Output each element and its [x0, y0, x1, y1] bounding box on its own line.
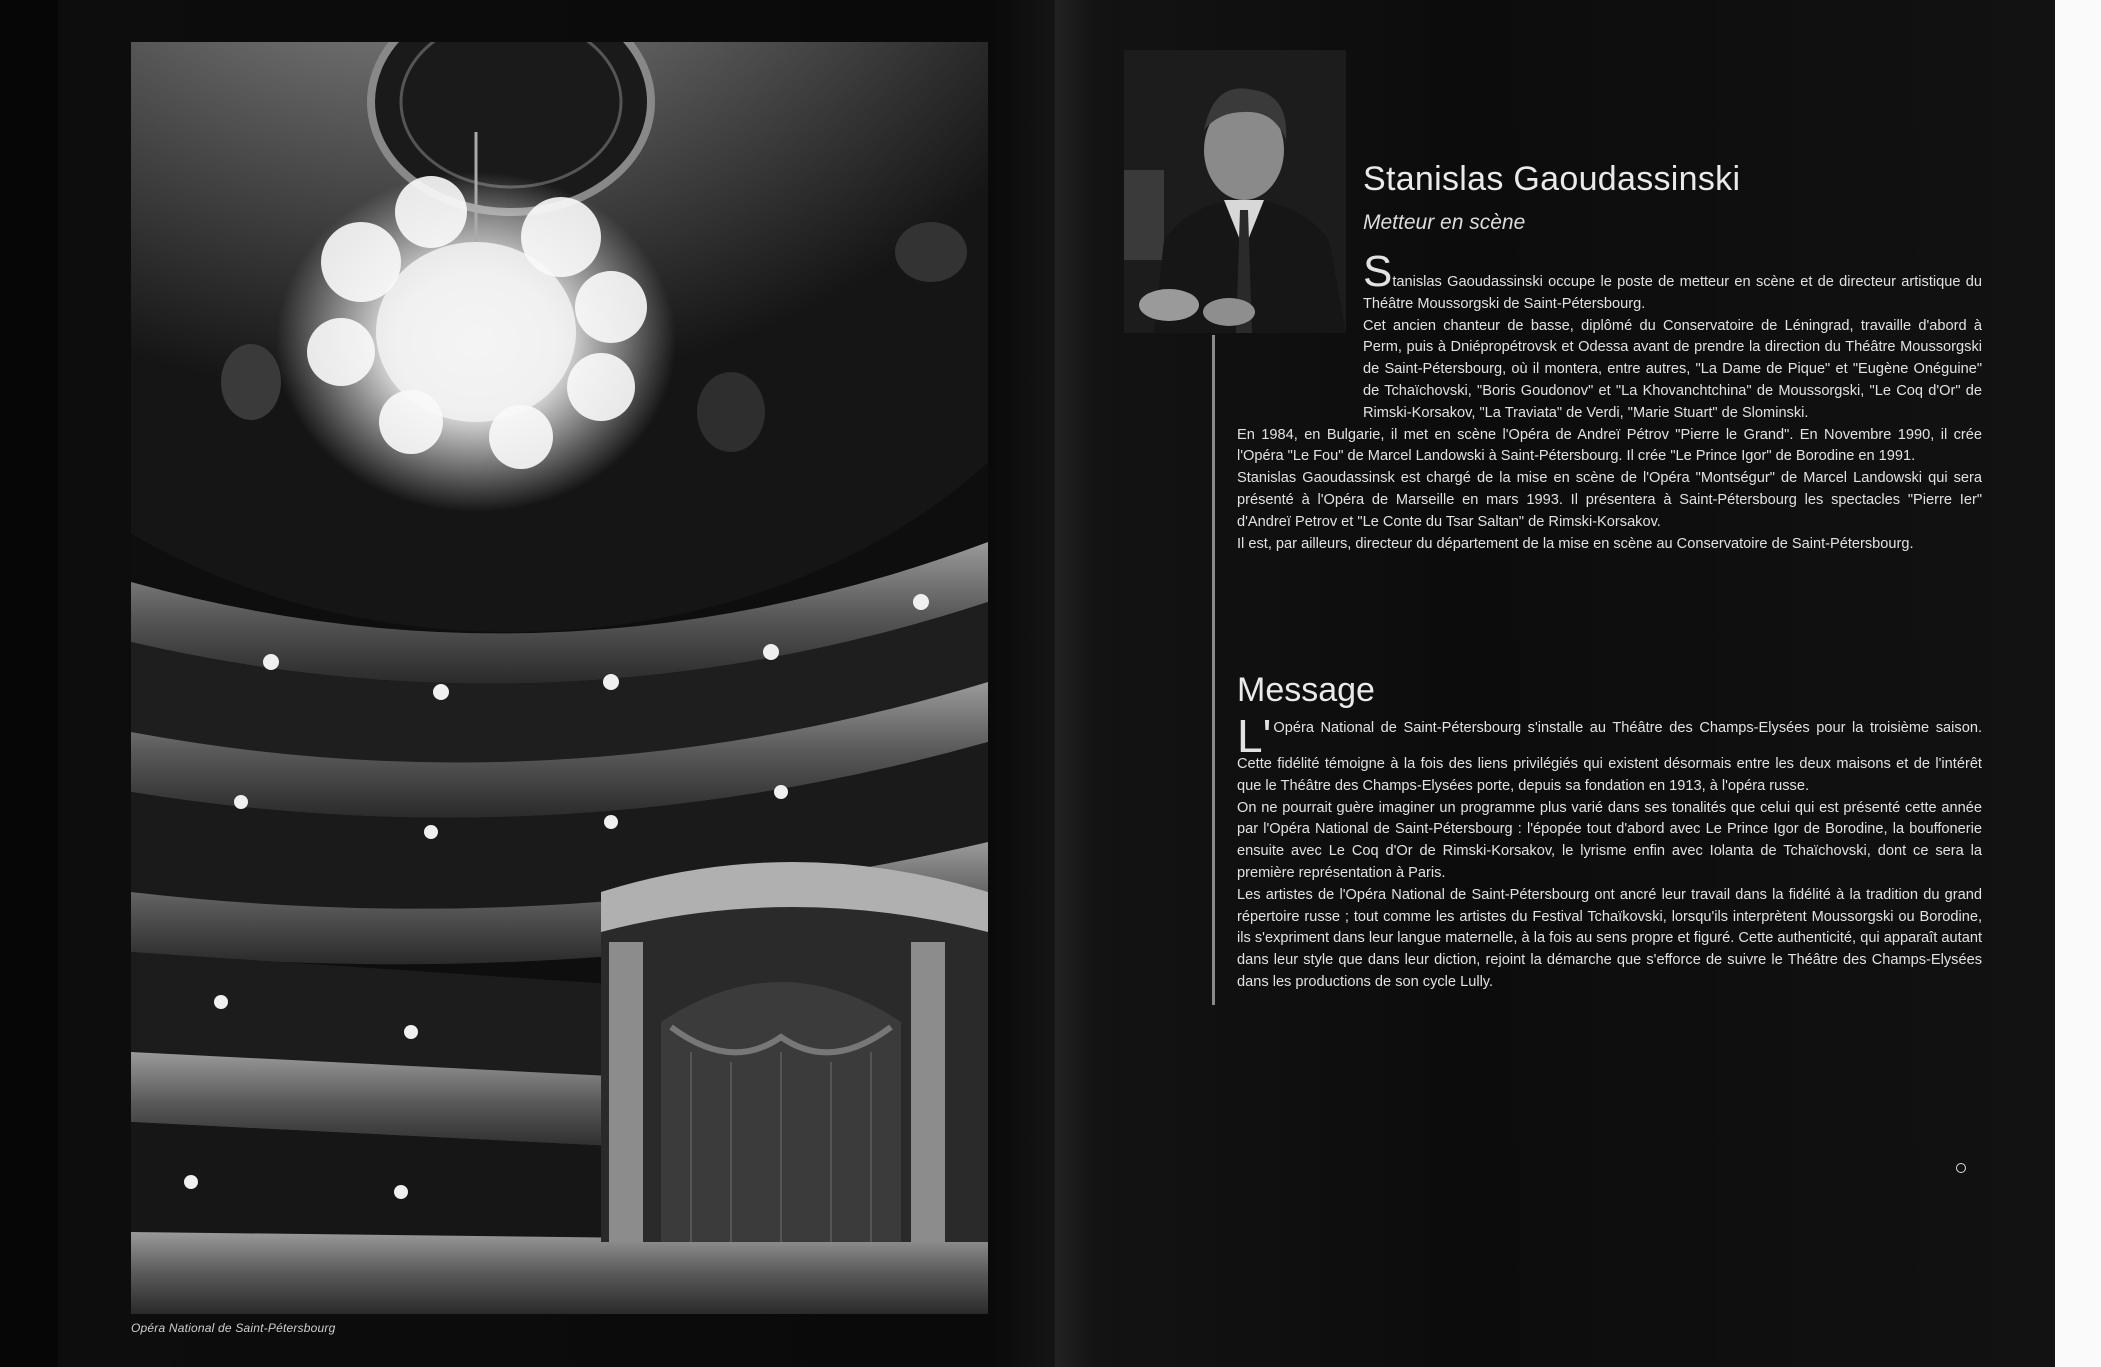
drop-cap-l: L' [1237, 710, 1272, 762]
bio-paragraph-3: En 1984, en Bulgarie, il met en scène l'Opéra de Andreï Pétrov "Pierre le Grand". En Novembre 1990, il crée l'Opéra "Le Fou" de Marcel Landowski à Saint-Pétersbourg. Il crée "Le Prince Igor" de Borodine en 1991. [1237, 426, 1982, 465]
bio-paragraph-5: Il est, par ailleurs, directeur du département de la mise en scène au Conservatoire de Saint-Pétersbourg. [1237, 535, 1914, 552]
page-ornament-dot [1956, 1163, 1966, 1173]
photo-caption: Opéra National de Saint-Pétersbourg [131, 1321, 336, 1335]
director-biography [1237, 247, 1982, 555]
vertical-rule [1212, 335, 1215, 1005]
message-body [1237, 710, 1982, 994]
director-role: Metteur en scène [1363, 211, 1526, 234]
bio-paragraph-1: Stanislas Gaoudassinski occupe le poste de metteur en scène et de directeur artistique du Théâtre Moussorgski de Saint-Pétersbourg. [1363, 247, 1982, 312]
message-paragraph-2: On ne pourrait guère imaginer un programme plus varié dans ses tonalités que celui qui est présenté cette année par l'Opéra National de Saint-Pétersbourg : l'épopée tout d'abord avec Le Prince Igor de Borodine, la bouffonerie ensuite avec Le Coq d'Or de Rimski-Korsakov, le lyrisme enfin avec Iolanta de Tchaïchovski, dont ce sera la première représentation à Paris. [1237, 799, 1982, 881]
bio-paragraph-4: Stanislas Gaoudassinsk est chargé de la mise en scène de l'Opéra "Montségur" de Marcel Landowski qui sera présenté à l'Opéra de Marseille en mars 1993. Il présentera à Saint-Pétersbourg les spectacles "Pierre Ier" d'Andreï Petrov et "Le Conte du Tsar Saltan" de Rimski-Korsakov. [1237, 470, 1982, 530]
bio-paragraph-2: Cet ancien chanteur de basse, diplômé du Conservatoire de Léningrad, travaille d'abord à Perm, puis à Dniépropétrovsk et Odessa avant de prendre la direction du Théâtre Moussorgski de Saint-Pétersbourg, où il montera, entre autres, "La Dame de Pique" et "Eugène Onéguine" de Tchaïchovski, "Boris Goudonov" et "La Khovanchtchina" de Moussorgski, "Le Coq d'Or" de Rimski-Korsakov, "La Traviata" de Verdi, "Marie Stuart" de Slominski. [1363, 317, 1982, 421]
director-name: Stanislas Gaoudassinski [1363, 160, 1741, 198]
message-paragraph-1: L' Opéra National de Saint-Pétersbourg s'installe au Théâtre des Champs-Elysées pour la troisième saison. Cette fidélité témoigne à la fois des liens privilégiés qui existent désormais entre les deux maisons et de l'intérêt que le Théâtre des Champs-Elysées porte, depuis sa fondation en 1913, à l'opéra russe. [1237, 710, 1982, 794]
right-page-edge [2055, 0, 2101, 1367]
left-page-edge [0, 0, 58, 1367]
theatre-interior-photo [131, 42, 988, 1314]
message-title: Message [1237, 671, 1375, 709]
message-paragraph-3: Les artistes de l'Opéra National de Saint-Pétersbourg ont ancré leur travail dans la fidélité à la tradition du grand répertoire russe ; tout comme les artistes du Festival Tchaïkovski, lorsqu'ils interprètent Moussorgski ou Borodine, ils s'expriment dans leur langue maternelle, à la fois au sens propre et figuré. Cette authenticité, qui apparaît autant dans leur style que dans leur diction, rejoint la démarche que s'efforce de suivre le Théâtre des Champs-Elysées dans les productions de son cycle Lully. [1237, 886, 1982, 990]
drop-cap-s: S [1363, 247, 1393, 296]
